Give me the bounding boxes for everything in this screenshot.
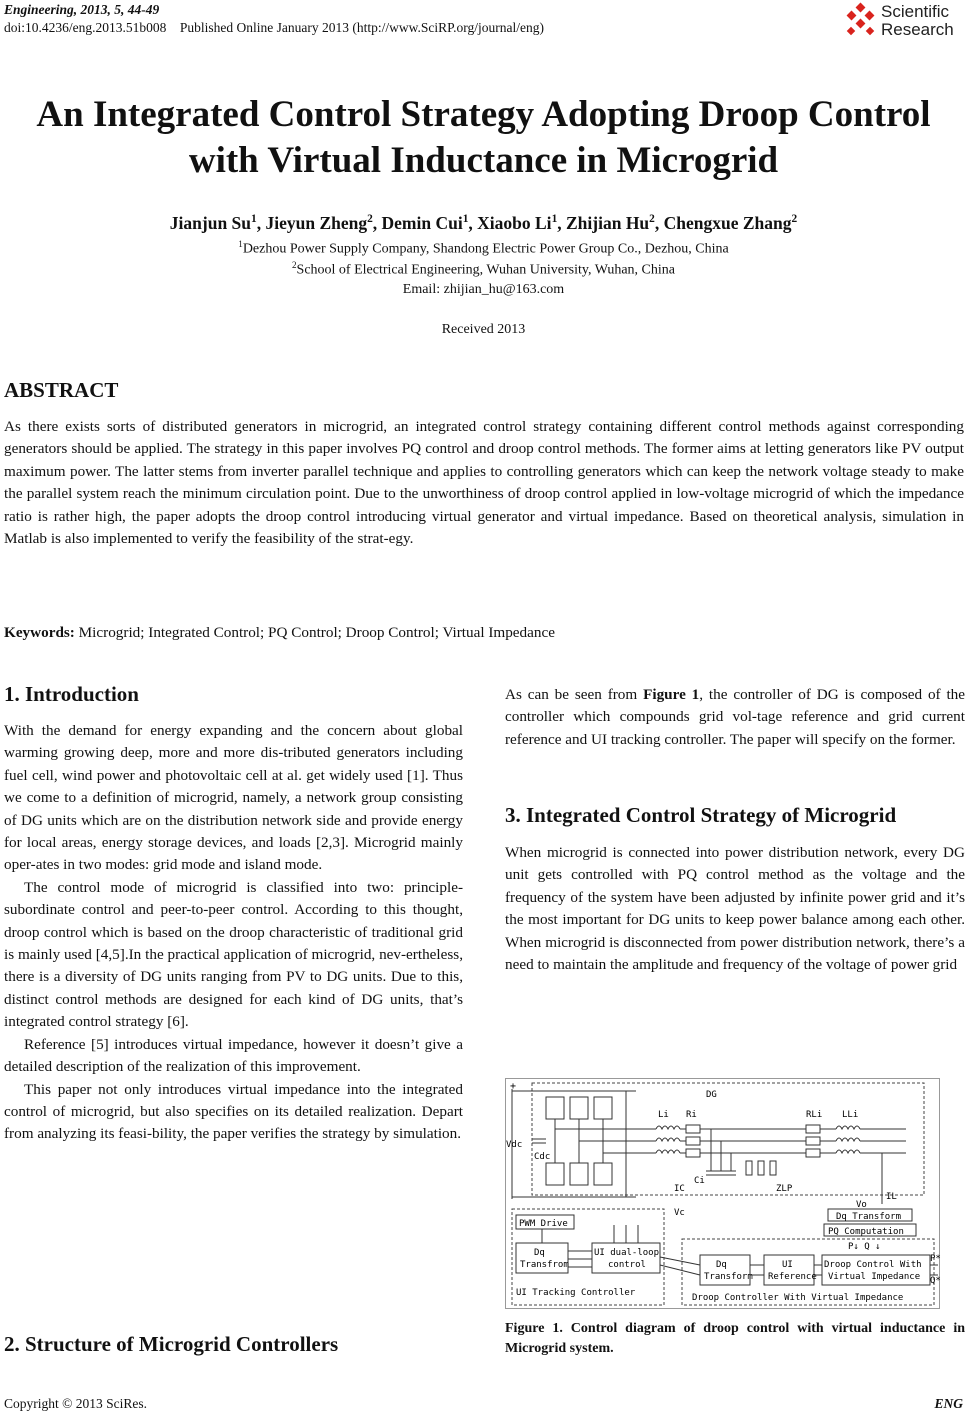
- paragraph: Reference [5] introduces virtual impedance, however it doesn’t give a detailed description of the realization of this improvement.: [4, 1035, 463, 1076]
- copyright-footer: Copyright © 2013 SciRes.: [4, 1396, 148, 1411]
- vo-label: Vo: [856, 1200, 867, 1210]
- received-date: Received 2013: [441, 322, 526, 337]
- doi-line: doi:10.4236/eng.2013.51b008 Published Online January 2013 (http://www.SciRP.org/journal/eng): [4, 20, 544, 35]
- author-name: Chengxue Zhang: [663, 213, 792, 233]
- svg-text:Droop Control With: Droop Control With: [824, 1260, 922, 1270]
- figure-1-caption: Figure 1. Control diagram of droop control with virtual inductance in Microgrid system.: [505, 1321, 965, 1356]
- svg-text:UI: UI: [782, 1260, 793, 1270]
- ri-label: Ri: [686, 1110, 697, 1120]
- svg-text:PQ Computation: PQ Computation: [828, 1227, 904, 1237]
- svg-text:Reference: Reference: [768, 1272, 817, 1282]
- svg-text:Dq: Dq: [716, 1260, 727, 1270]
- svg-text:Transform: Transform: [704, 1272, 753, 1282]
- svg-text:Dq: Dq: [534, 1248, 545, 1258]
- abstract-heading: ABSTRACT: [4, 378, 119, 402]
- section-heading-integrated-control: 3. Integrated Control Strategy of Microgrid: [505, 803, 897, 827]
- author-affiliation-mark: 1: [462, 213, 469, 226]
- svg-text:Virtual Impedance: Virtual Impedance: [828, 1272, 921, 1282]
- affiliation-2: $^2$School of Electrical Engineering, Wuhan University, Wuhan, China: [291, 260, 675, 278]
- svg-text:PWM Drive: PWM Drive: [519, 1219, 568, 1229]
- journal-citation: Engineering, 2013, 5, 44-49: [4, 2, 160, 17]
- zlp-label: ZLP: [776, 1184, 793, 1194]
- cdc-label: Cdc: [534, 1152, 551, 1162]
- droop-controller-label: Droop Controller With Virtual Impedance: [692, 1293, 904, 1303]
- section2-body: [505, 684, 965, 751]
- paragraph: The control mode of microgrid is classified into two: principle-subordinate control and peer-to-peer control. According to this thought, droop control which is based on the droop characteristic of traditional grid is mainly used [4,5].In the practical application of microgrid, nev-ertheless, there is a diversity of DG units ranging from PV to DG units. Due to this, distinct control methods are designed for each kind of DG units, that’s integrated control strategy [6].: [4, 878, 463, 1031]
- journal-abbreviation: ENG: [934, 1396, 963, 1411]
- svg-text:Dq Transform: Dq Transform: [836, 1212, 902, 1222]
- rli-label: RLi: [806, 1110, 823, 1120]
- svg-text:+: +: [510, 1081, 517, 1092]
- lli-label: LLi: [842, 1110, 859, 1120]
- svg-text:UI dual-loop: UI dual-loop: [594, 1248, 660, 1258]
- paragraph: When microgrid is connected into power distribution network, every DG unit gets controlled with PQ control method as the voltage and the frequency of the system have been adjusted by infinite power grid and it’s the most important for DG units to keep power balance among each other. When microgrid is disconnected from power distribution network, there’s a need to maintain the amplitude and frequency of the voltage of power grid: [505, 844, 965, 974]
- paragraph: As can be seen from Figure 1, the controller of DG is composed of the controller which compounds grid vol-tage reference and grid current reference and UI tracking controller. The paper will specify on the former.: [505, 686, 966, 748]
- logo-text: Scientific Research: [881, 2, 954, 39]
- ci-label: Ci: [694, 1176, 705, 1186]
- dg-boundary: [532, 1083, 924, 1195]
- author-affiliation-mark: 2: [791, 213, 798, 226]
- author-name: Xiaobo Li: [477, 213, 552, 233]
- paper-title: An Integrated Control Strategy Adopting Droop Control with Virtual Inductance in Microgrid: [36, 94, 931, 181]
- author-name: Demin Cui: [381, 213, 463, 233]
- author-affiliation-mark: 2: [649, 213, 655, 226]
- logo-mark-icon: [843, 4, 879, 40]
- author-affiliation-mark: 2: [367, 213, 373, 226]
- section-heading-structure: 2. Structure of Microgrid Controllers: [4, 1332, 339, 1356]
- section-heading-introduction: 1. Introduction: [4, 682, 139, 706]
- inverter-bridge: [546, 1091, 626, 1197]
- author-name: Zhijian Hu: [566, 213, 650, 233]
- author-affiliation-mark: 1: [251, 213, 257, 226]
- vdc-label: Vdc: [506, 1140, 523, 1150]
- q-star-label: Q*: [930, 1276, 941, 1286]
- paragraph: This paper not only introduces virtual impedance into the integrated control of microgrid, but also specifies on its detailed realization. Depart from analyzing its feasi-bility, the paper verifies the strategy by simulation.: [4, 1080, 463, 1143]
- author-name: Jianjun Su: [169, 213, 252, 233]
- ui-tracking-label: UI Tracking Controller: [516, 1288, 636, 1298]
- dg-label: DG: [706, 1090, 717, 1100]
- vc-label: Vc: [674, 1208, 685, 1218]
- ic-label: IC: [674, 1184, 685, 1194]
- svg-text:control: control: [608, 1260, 646, 1270]
- svg-text:P↓ Q ↓: P↓ Q ↓: [848, 1242, 881, 1252]
- author-list: Jianjun Su$^1$, Jieyun Zheng$^2$, Demin Cui$^1$, Xiaobo Li$^1$, Zhijian Hu$^2$, Chengxue Zhang$^2$: [169, 213, 798, 233]
- affiliation-1: $^1$Dezhou Power Supply Company, Shandong Electric Power Group Co., Dezhou, China: [238, 239, 729, 257]
- section3-body: [505, 842, 965, 976]
- author-name: Jieyun Zheng: [265, 213, 368, 233]
- il-label: IL: [886, 1192, 897, 1202]
- figure-1-diagram: [505, 1078, 940, 1309]
- keywords: Keywords: Microgrid; Integrated Control; PQ Control; Droop Control; Virtual Impedance: [4, 624, 555, 641]
- introduction-body: [4, 720, 463, 1146]
- svg-text:Transfrom: Transfrom: [520, 1260, 569, 1270]
- author-affiliation-mark: 1: [551, 213, 558, 226]
- li-label: Li: [658, 1110, 669, 1120]
- control-diagram-svg: [506, 1079, 939, 1308]
- abstract-text: As there exists sorts of distributed generators in microgrid, an integrated control strategy containing different control methods against corresponding generators should be applied. The strategy in this paper involves PQ control and droop control methods. The former aims at letting generators like PV output maximum power. The latter stems from inverter parallel technique and applies to controlling generators which can keep the network voltage steady to make the parallel system reach the minimum circulation point. Due to the unworthiness of droop control applied in low-voltage microgrid of which the impedance ratio is rather high, the paper adopts the droop control introducing virtual generator and virtual impedance. Based on theoretical analysis, simulation in Matlab is also implemented to verify the feasibility of the strat-egy.: [4, 418, 964, 548]
- p-star-label: P*: [930, 1254, 941, 1264]
- paragraph: With the demand for energy expanding and the concern about global warming growing deep, more and more dis-tributed generators including fuel cell, wind power and photovoltaic cell at al. get widely used [1]. Thus we come to a definition of microgrid, namely, a network group consisting of DG units which are on the distribution network side and provide energy for local areas, energy storage devices, and loads [2,3]. Microgrid mainly oper-ates in two modes: grid mode and island mode.: [4, 722, 463, 874]
- scientific-research-logo: [843, 2, 961, 42]
- author-email: Email: zhijian_hu@163.com: [402, 282, 565, 297]
- figure-reference-link[interactable]: Figure 1: [643, 686, 700, 703]
